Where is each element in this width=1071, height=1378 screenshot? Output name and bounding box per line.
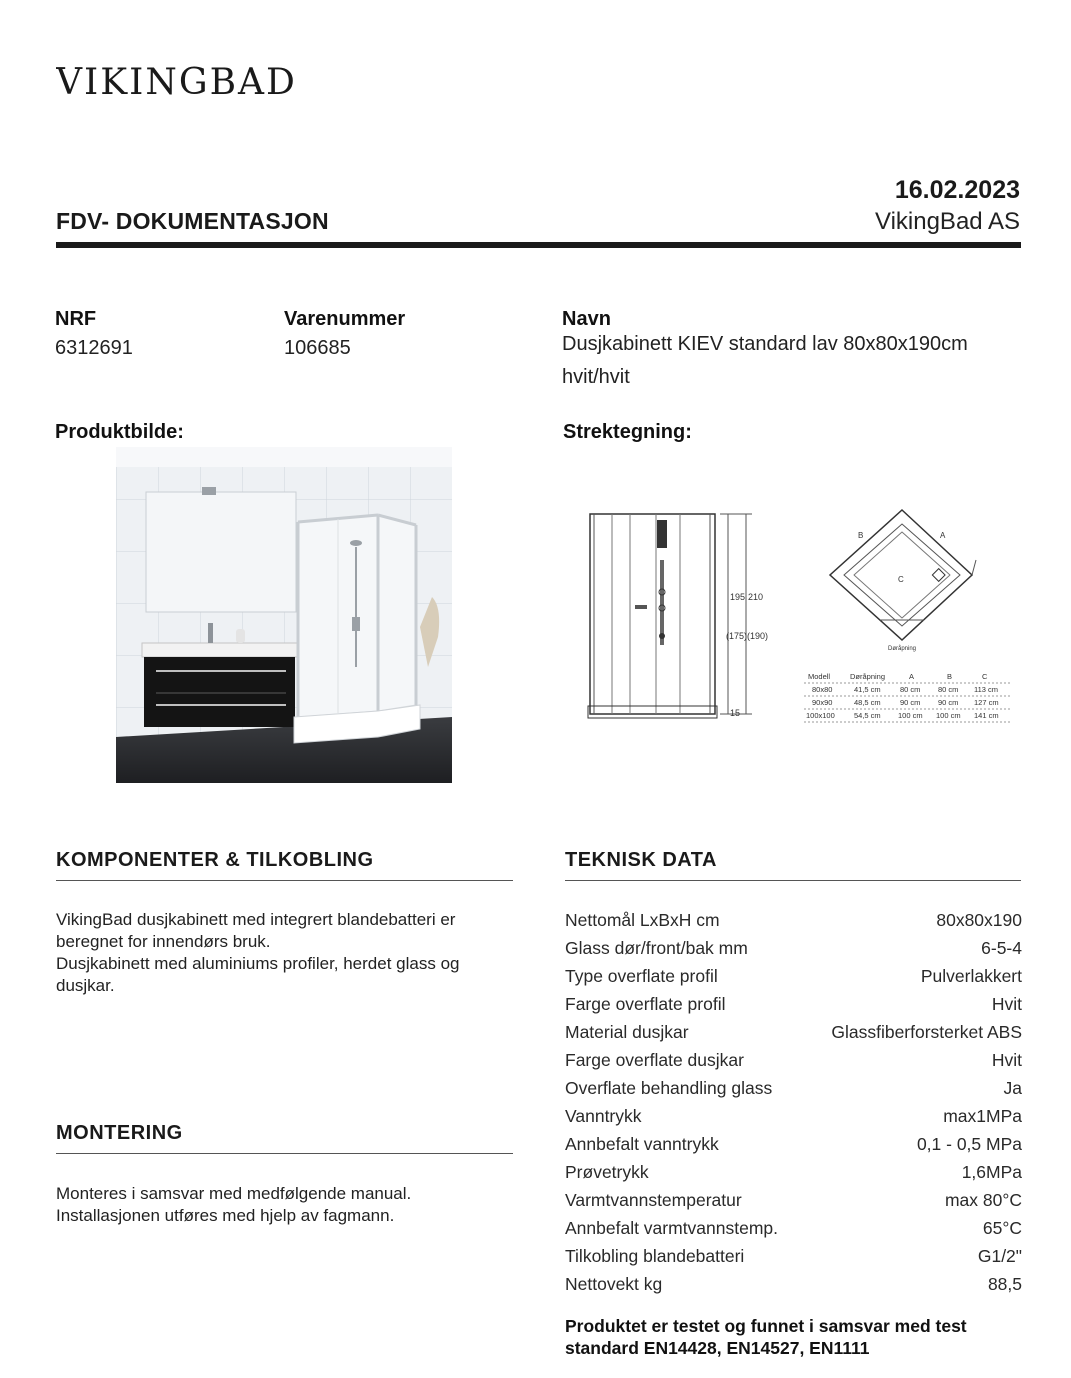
table-row (565, 1242, 1022, 1270)
varenummer-label: Varenummer (284, 308, 406, 330)
spec-value: 80x80x190 (936, 909, 1022, 930)
drawing-th-door: Døråpning (850, 672, 886, 681)
spec-value: 6-5-4 (981, 937, 1022, 958)
drawing-cell: 80x80 (812, 685, 833, 694)
drawing-cell: 41,5 cm (854, 685, 881, 694)
spec-value: Ja (1003, 1077, 1022, 1098)
logo-text: VIKINGBAD (56, 62, 297, 103)
drawing-cell: 80 cm (900, 685, 921, 694)
label-b: B (858, 531, 864, 540)
navn-label: Navn (562, 308, 611, 330)
strektegning-label: Strektegning: (563, 421, 692, 443)
header-divider (56, 242, 1021, 248)
drawing-cell: 80 cm (938, 685, 959, 694)
spec-label: Overflate behandling glass (565, 1077, 773, 1098)
drawing-cell: 141 cm (974, 711, 999, 720)
drawing-cell: 48,5 cm (854, 698, 881, 707)
dim-190: (190) (747, 631, 769, 641)
drawing-cell: 90x90 (812, 698, 833, 707)
spec-value: max 80°C (944, 1189, 1022, 1210)
spec-label: Tilkobling blandebatteri (565, 1245, 745, 1266)
mounting-divider (56, 1153, 513, 1154)
spec-label: Farge overflate dusjkar (565, 1049, 744, 1070)
technical-drawing (580, 500, 1020, 735)
company-name: VikingBad AS (875, 208, 1020, 235)
table-row (565, 990, 1022, 1018)
drawing-th-a: A (909, 672, 915, 681)
components-divider (56, 880, 513, 881)
table-row (565, 1018, 1022, 1046)
product-name: Dusjkabinett KIEV standard lav 80x80x190cm hvit/hvit (562, 333, 968, 388)
drawing-th-modell: Modell (808, 672, 831, 681)
spec-label: Nettomål LxBxH cm (565, 909, 720, 930)
table-row (565, 1046, 1022, 1074)
table-row (565, 962, 1022, 990)
components-line-2: Dusjkabinett med aluminiums profiler, herdet glass og dusjkar. (56, 954, 460, 995)
table-row (565, 1214, 1022, 1242)
drawing-cell: 90 cm (938, 698, 959, 707)
label-a: A (940, 531, 946, 540)
spec-value: Glassfiberforsterket ABS (831, 1021, 1022, 1042)
components-line-1: VikingBad dusjkabinett med integrert blandebatteri er beregnet for innendørs bruk. (56, 910, 456, 951)
spec-label: Farge overflate profil (565, 993, 726, 1014)
drawing-th-c: C (982, 672, 988, 681)
table-row (565, 906, 1022, 934)
spec-label: Material dusjkar (565, 1021, 689, 1042)
dim-175: (175) (726, 631, 748, 641)
nrf-label: NRF (55, 308, 97, 330)
technical-heading: TEKNISK DATA (565, 849, 717, 871)
spec-value: G1/2" (977, 1245, 1022, 1266)
spec-value: Hvit (991, 1049, 1022, 1070)
table-row (565, 1102, 1022, 1130)
spec-label: Glass dør/front/bak mm (565, 937, 748, 958)
document-title: FDV- DOKUMENTASJON (56, 208, 329, 234)
spec-label: Prøvetrykk (565, 1161, 649, 1182)
drawing-cell: 113 cm (974, 685, 999, 694)
table-row (565, 1158, 1022, 1186)
components-text (56, 909, 506, 997)
technical-table (565, 906, 1022, 1298)
spec-value: 0,1 - 0,5 MPa (916, 1133, 1022, 1154)
drawing-cell: 100 cm (898, 711, 923, 720)
drawing-cell: 90 cm (900, 698, 921, 707)
spec-label: Annbefalt varmtvannstemp. (565, 1217, 779, 1238)
table-row (565, 1130, 1022, 1158)
spec-label: Varmtvannstemperatur (565, 1189, 742, 1210)
spec-value: Pulverlakkert (920, 965, 1022, 986)
drawing-cell: 127 cm (974, 698, 999, 707)
product-photo (116, 447, 452, 783)
components-heading: KOMPONENTER & TILKOBLING (56, 849, 374, 871)
spec-label: Type overflate profil (565, 965, 718, 986)
spec-label: Vanntrykk (565, 1105, 642, 1126)
table-row (565, 1270, 1022, 1298)
test-standard-note: Produktet er testet og funnet i samsvar med test standard EN14428, EN14527, EN1111 (565, 1316, 967, 1358)
spec-value: Hvit (991, 993, 1022, 1014)
spec-label: Nettovekt kg (565, 1273, 663, 1294)
table-row (565, 1186, 1022, 1214)
mounting-heading: MONTERING (56, 1122, 183, 1144)
mounting-text (56, 1183, 506, 1227)
varenummer-value: 106685 (284, 337, 351, 359)
label-c: C (898, 575, 904, 584)
mounting-line-1: Monteres i samsvar med medfølgende manual. (56, 1184, 412, 1203)
dim-15: 15 (730, 708, 741, 718)
drawing-cell: 54,5 cm (854, 711, 881, 720)
spec-value: 1,6MPa (961, 1161, 1022, 1182)
drawing-th-b: B (947, 672, 953, 681)
dim-195: 195 (730, 592, 746, 602)
dim-210: 210 (748, 592, 764, 602)
label-door: Døråpning (888, 646, 917, 652)
document-date: 16.02.2023 (894, 176, 1020, 204)
drawing-cell: 100x100 (806, 711, 835, 720)
spec-value: 88,5 (987, 1273, 1022, 1294)
technical-divider (565, 880, 1021, 881)
spec-value: max1MPa (943, 1105, 1022, 1126)
produktbilde-label: Produktbilde: (55, 421, 184, 443)
brand-logo (56, 58, 326, 108)
mounting-line-2: Installasjonen utføres med hjelp av fagmann. (56, 1206, 395, 1225)
spec-value: 65°C (982, 1217, 1022, 1238)
spec-label: Annbefalt vanntrykk (565, 1133, 719, 1154)
drawing-cell: 100 cm (936, 711, 961, 720)
table-row (565, 1074, 1022, 1102)
table-row (565, 934, 1022, 962)
nrf-value: 6312691 (55, 337, 133, 359)
